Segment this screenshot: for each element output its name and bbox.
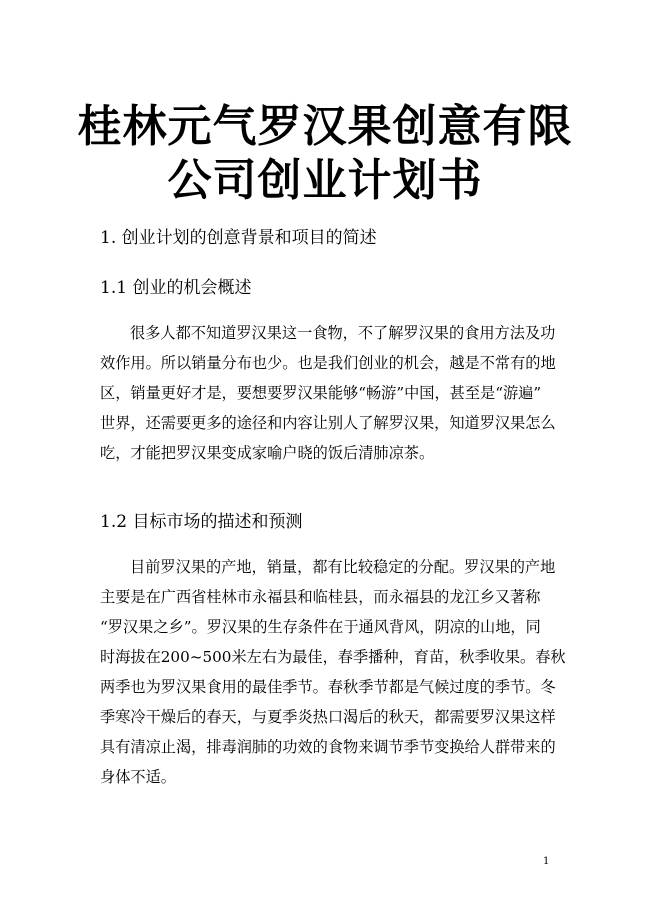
paragraph-line: 两季也为罗汉果食用的最佳季节。春秋季节都是气候过度的季节。冬 [100,678,556,696]
section-1-1-paragraph [100,318,556,468]
paragraph-line: 效作用。所以销量分布也少。也是我们创业的机会，越是不常有的地 [100,354,556,372]
paragraph-line: 时海拔在200~500米左右为最佳，春季播种，育苗，秋季收果。春秋 [100,648,566,666]
paragraph-line: “罗汉果之乡”。罗汉果的生存条件在于通风背风，阴凉的山地，同 [100,618,541,636]
section-1-2-heading: 1.2 目标市场的描述和预测 [100,512,303,532]
page-number: 1 [543,856,550,867]
paragraph-line: 主要是在广西省桂林市永福县和临桂县，而永福县的龙江乡又著称 [100,588,541,606]
paragraph-line: 吃，才能把罗汉果变成家喻户晓的饭后清肺凉茶。 [100,444,435,462]
paragraph-line: 身体不适。 [100,768,176,786]
paragraph-line: 目前罗汉果的产地，销量，都有比较稳定的分配。罗汉果的产地 [130,558,556,576]
document-title-line-1: 桂林元气罗汉果创意有限 [77,101,573,152]
section-1-2-paragraph [100,552,566,792]
paragraph-line: 世界，还需要更多的途径和内容让别人了解罗汉果，知道罗汉果怎么 [100,414,556,432]
paragraph-line: 季寒冷干燥后的春天，与夏季炎热口渴后的秋天，都需要罗汉果这样 [100,708,556,726]
paragraph-line: 区，销量更好才是，要想要罗汉果能够“畅游”中国，甚至是“游遍” [100,384,542,402]
paragraph-line: 具有清凉止渴，排毒润肺的功效的食物来调节季节变换给人群带来的 [100,738,556,756]
section-1-heading: 1. 创业计划的创意背景和项目的简述 [100,228,377,248]
document-title-line-2: 公司创业计划书 [167,155,483,206]
section-1-1-heading: 1.1 创业的机会概述 [100,278,252,298]
paragraph-line: 很多人都不知道罗汉果这一食物，不了解罗汉果的食用方法及功 [130,324,556,342]
